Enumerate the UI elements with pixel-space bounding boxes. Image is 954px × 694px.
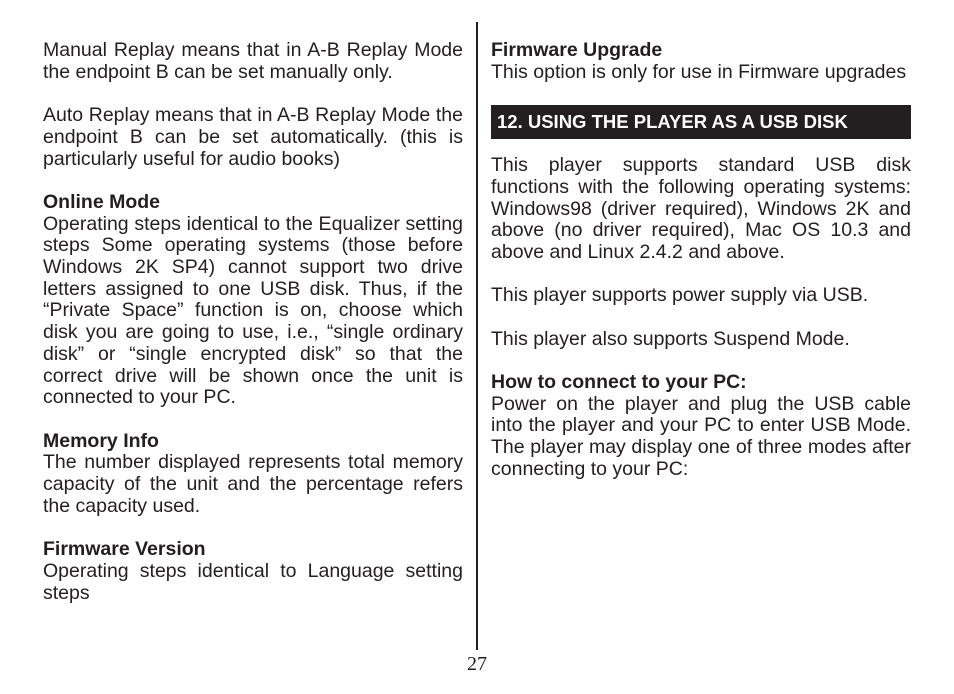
firmware-version-text: Operating steps identical to Language setting steps [43,559,463,604]
firmware-upgrade-text: This option is only for use in Firmware upgrades [491,60,907,83]
online-mode-heading: Online Mode [43,190,160,213]
power-supply-paragraph: This player supports power supply via USB. [491,284,869,307]
firmware-version-heading: Firmware Version [43,538,206,561]
connect-heading: How to connect to your PC: [491,371,747,394]
firmware-version-section [43,539,463,604]
left-column [43,40,463,604]
usb-support-paragraph: This player supports standard USB disk functions with the following operating systems: Windows98 (driver required), Windows 2K and above (no driver required), Mac OS 10.3 and above and Linux 2.4.2 and above. [491,154,911,263]
page-number: 27 [467,653,487,675]
suspend-mode-paragraph: This player also supports Suspend Mode. [491,327,850,350]
firmware-upgrade-heading: Firmware Upgrade [491,39,663,61]
online-mode-text: Operating steps identical to the Equalizer setting steps Some operating systems (those before Windows 2K SP4) cannot support two drive letters assigned to one USB disk. Thus, if the “Private Space” function is on, choose which disk you are going to use, i.e., “single ordinary disk” or “single encrypted disk” so that the correct drive will be shown once the unit is connected to your PC. [43,212,463,409]
online-mode-section [43,192,463,409]
connect-section [491,372,911,481]
right-column [491,40,911,481]
firmware-upgrade-section [491,40,911,83]
connect-text: Power on the player and plug the USB cable into the player and your PC to enter USB Mode. The player may display one of three modes after connecting to your PC: [491,392,911,480]
memory-info-section [43,431,463,518]
column-divider [476,22,478,650]
manual-replay-paragraph: Manual Replay means that in A-B Replay Mode the endpoint B can be set manually only. [43,39,463,83]
memory-info-text: The number displayed represents total memory capacity of the unit and the percentage refers the capacity used. [43,451,463,517]
auto-replay-paragraph: Auto Replay means that in A-B Replay Mode the endpoint B can be set automatically. (this is particularly useful for audio books) [43,104,463,170]
section-title-bar: 12. USING THE PLAYER AS A USB DISK [491,105,911,139]
memory-info-heading: Memory Info [43,429,159,452]
